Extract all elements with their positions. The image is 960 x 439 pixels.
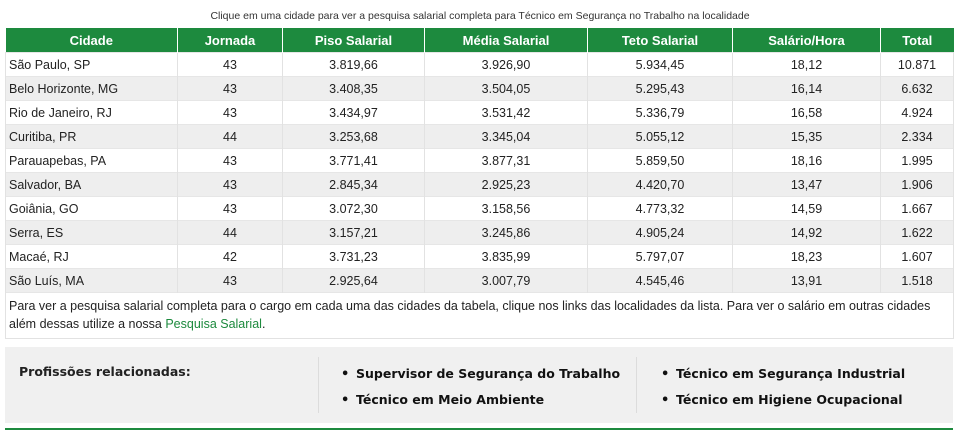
table-cell: 1.906: [881, 173, 954, 197]
table-cell: 3.531,42: [425, 101, 588, 125]
city-link[interactable]: Parauapebas, PA: [6, 149, 178, 173]
column-header: Total: [881, 28, 954, 53]
table-cell: 3.157,21: [283, 221, 425, 245]
city-link[interactable]: Macaé, RJ: [6, 245, 178, 269]
table-cell: 1.607: [881, 245, 954, 269]
table-row: [6, 149, 954, 173]
column-header: Piso Salarial: [283, 28, 425, 53]
table-caption: Clique em uma cidade para ver a pesquisa salarial completa para Técnico em Segurança no Trabalho na localidade: [210, 10, 750, 22]
table-cell: 1.995: [881, 149, 954, 173]
table-cell: 2.334: [881, 125, 954, 149]
table-cell: 3.253,68: [283, 125, 425, 149]
table-cell: 5.295,43: [588, 77, 733, 101]
table-cell: 43: [178, 53, 283, 77]
table-header-row: [6, 28, 954, 53]
table-cell: 16,58: [733, 101, 881, 125]
column-header: Teto Salarial: [588, 28, 733, 53]
table-cell: 4.545,46: [588, 269, 733, 293]
table-cell: 3.345,04: [425, 125, 588, 149]
table-cell: 43: [178, 77, 283, 101]
table-cell: 13,47: [733, 173, 881, 197]
table-row: [6, 173, 954, 197]
table-cell: 43: [178, 269, 283, 293]
table-cell: 5.055,12: [588, 125, 733, 149]
table-cell: 3.877,31: [425, 149, 588, 173]
table-cell: 3.245,86: [425, 221, 588, 245]
city-link[interactable]: Serra, ES: [6, 221, 178, 245]
table-cell: 44: [178, 125, 283, 149]
salary-table: [5, 28, 954, 339]
table-cell: 1.622: [881, 221, 954, 245]
salary-research-link[interactable]: Pesquisa Salarial: [165, 317, 262, 331]
bottom-accent-line: [5, 428, 953, 430]
table-cell: 1.667: [881, 197, 954, 221]
table-cell: 43: [178, 101, 283, 125]
related-profession-link[interactable]: • Técnico em Meio Ambiente: [341, 392, 620, 418]
column-header: Salário/Hora: [733, 28, 881, 53]
divider: [318, 357, 319, 413]
related-professions-list: [661, 366, 905, 418]
city-link[interactable]: Rio de Janeiro, RJ: [6, 101, 178, 125]
table-cell: 14,92: [733, 221, 881, 245]
table-cell: 3.926,90: [425, 53, 588, 77]
column-header: Jornada: [178, 28, 283, 53]
table-row: [6, 245, 954, 269]
table-cell: 3.007,79: [425, 269, 588, 293]
city-link[interactable]: São Paulo, SP: [6, 53, 178, 77]
table-cell: 3.072,30: [283, 197, 425, 221]
city-link[interactable]: Goiânia, GO: [6, 197, 178, 221]
table-cell: 10.871: [881, 53, 954, 77]
table-cell: 2.845,34: [283, 173, 425, 197]
table-cell: 42: [178, 245, 283, 269]
table-cell: 43: [178, 173, 283, 197]
related-profession-link[interactable]: • Técnico em Higiene Ocupacional: [661, 392, 905, 418]
table-row: [6, 125, 954, 149]
table-body: [6, 53, 954, 339]
table-cell: 18,23: [733, 245, 881, 269]
table-cell: 1.518: [881, 269, 954, 293]
table-note-row: [6, 293, 954, 339]
table-cell: 5.859,50: [588, 149, 733, 173]
table-row: [6, 53, 954, 77]
table-cell: 3.504,05: [425, 77, 588, 101]
city-link[interactable]: Salvador, BA: [6, 173, 178, 197]
note-end: .: [261, 317, 266, 331]
table-cell: 13,91: [733, 269, 881, 293]
table-cell: 4.420,70: [588, 173, 733, 197]
table-cell: 3.731,23: [283, 245, 425, 269]
table-row: [6, 101, 954, 125]
related-profession-link[interactable]: • Supervisor de Segurança do Trabalho: [341, 366, 620, 392]
table-cell: 3.158,56: [425, 197, 588, 221]
table-cell: 5.797,07: [588, 245, 733, 269]
table-cell: 3.771,41: [283, 149, 425, 173]
table-row: [6, 221, 954, 245]
table-cell: 15,35: [733, 125, 881, 149]
divider: [636, 357, 637, 413]
table-cell: 5.934,45: [588, 53, 733, 77]
table-cell: 18,12: [733, 53, 881, 77]
table-cell: 3.819,66: [283, 53, 425, 77]
city-link[interactable]: Curitiba, PR: [6, 125, 178, 149]
table-cell: 16,14: [733, 77, 881, 101]
table-cell: 18,16: [733, 149, 881, 173]
table-cell: 4.773,32: [588, 197, 733, 221]
column-header: Média Salarial: [425, 28, 588, 53]
table-cell: 3.408,35: [283, 77, 425, 101]
table-cell: 3.835,99: [425, 245, 588, 269]
table-cell: 2.925,64: [283, 269, 425, 293]
table-cell: 44: [178, 221, 283, 245]
table-cell: 43: [178, 149, 283, 173]
table-cell: 6.632: [881, 77, 954, 101]
city-link[interactable]: São Luís, MA: [6, 269, 178, 293]
related-professions-title: Profissões relacionadas:: [19, 364, 191, 379]
note-text: Para ver a pesquisa salarial completa para o cargo em cada uma das cidades da tabela, clique nos links das localidades da lista. Para ver o salário em outras cidades além dessas utilize a nossa: [9, 299, 931, 331]
table-row: [6, 269, 954, 293]
table-cell: 3.434,97: [283, 101, 425, 125]
table-cell: 5.336,79: [588, 101, 733, 125]
related-profession-link[interactable]: • Técnico em Segurança Industrial: [661, 366, 905, 392]
table-cell: 14,59: [733, 197, 881, 221]
city-link[interactable]: Belo Horizonte, MG: [6, 77, 178, 101]
column-header: Cidade: [6, 28, 178, 53]
table-row: [6, 197, 954, 221]
related-professions-panel: [5, 347, 953, 423]
table-note: [6, 293, 954, 339]
table-cell: 4.924: [881, 101, 954, 125]
table-row: [6, 77, 954, 101]
table-cell: 2.925,23: [425, 173, 588, 197]
related-professions-list: [341, 366, 620, 418]
table-cell: 4.905,24: [588, 221, 733, 245]
table-cell: 43: [178, 197, 283, 221]
